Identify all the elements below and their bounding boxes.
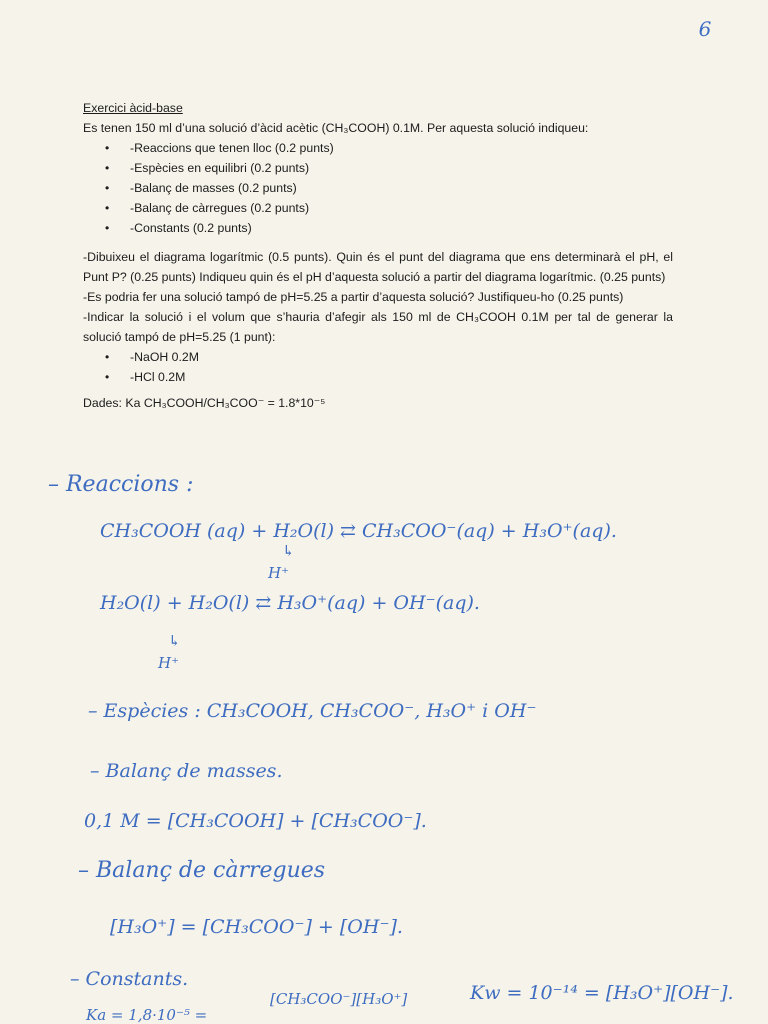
- handwritten-constants: – Constants.: [70, 968, 189, 990]
- handwritten-reaccions-heading: – Reaccions :: [48, 472, 194, 497]
- question-item: • -Espècies en equilibri (0.2 punts): [105, 158, 673, 178]
- given-data: Dades: Ka CH₃COOH/CH₃COO⁻ = 1.8*10⁻⁵: [83, 396, 326, 410]
- exercise-intro: Es tenen 150 ml d’una solució d’àcid acètic (CH₃COOH) 0.1M. Per aquesta solució indiqueu:: [83, 121, 589, 135]
- paragraph-buffer: -Es podria fer una solució tampó de pH=5.25 a partir d’aquesta solució? Justifiqueu-ho (0.25 punts): [83, 290, 624, 304]
- handwritten-ka-numerator: [CH₃COO⁻][H₃O⁺]: [270, 990, 408, 1008]
- question-item: • -Balanç de masses (0.2 punts): [105, 178, 673, 198]
- page-number: 6: [698, 17, 712, 41]
- handwritten-balanc-carregues: – Balanç de càrregues: [78, 858, 326, 883]
- handwritten-balanc-masses: – Balanç de masses.: [90, 760, 283, 782]
- handwritten-reaction-1: CH₃COOH (aq) + H₂O(l) ⇄ CH₃COO⁻(aq) + H₃O⁺(aq).: [100, 520, 617, 542]
- question-item: • -Constants (0.2 punts): [105, 218, 673, 238]
- question-item: • -Balanç de càrregues (0.2 punts): [105, 198, 673, 218]
- handwritten-hplus-1: H⁺: [268, 564, 289, 582]
- handwritten-arrow-2: ↳: [168, 632, 181, 650]
- question-list: [83, 138, 673, 238]
- handwritten-masses-equation: 0,1 M = [CH₃COOH] + [CH₃COO⁻].: [84, 810, 427, 832]
- option-list: [83, 347, 673, 387]
- paragraph-volume: -Indicar la solució i el volum que s’hauria d’afegir als 150 ml de CH₃COOH 0.1M per tal de generar la solució tampó de pH=5.25 (1 punt):: [83, 310, 673, 344]
- handwritten-ka-partial: Ka = 1,8·10⁻⁵ =: [86, 1006, 208, 1024]
- handwritten-hplus-2: H⁺: [158, 654, 179, 672]
- option-item: • -HCl 0.2M: [105, 367, 673, 387]
- exercise-title: Exercici àcid-base: [83, 101, 183, 115]
- question-item: • -Reaccions que tenen lloc (0.2 punts): [105, 138, 673, 158]
- printed-exercise: [83, 98, 673, 413]
- handwritten-kw-equation: Kw = 10⁻¹⁴ = [H₃O⁺][OH⁻].: [470, 982, 734, 1004]
- handwritten-carregues-equation: [H₃O⁺] = [CH₃COO⁻] + [OH⁻].: [110, 916, 403, 938]
- paragraph-diagram: -Dibuixeu el diagrama logarítmic (0.5 punts). Quin és el punt del diagrama que ens determinarà el pH, el Punt P? (0.25 punts) Indiqueu quin és el pH d’aquesta solució a partir del diagrama logarítmic. (0.25 punts): [83, 250, 673, 284]
- handwritten-arrow-1: ↳: [282, 542, 295, 560]
- handwritten-especies: – Espècies : CH₃COOH, CH₃COO⁻, H₃O⁺ i OH⁻: [88, 700, 537, 722]
- option-item: • -NaOH 0.2M: [105, 347, 673, 367]
- handwritten-reaction-2: H₂O(l) + H₂O(l) ⇄ H₃O⁺(aq) + OH⁻(aq).: [100, 592, 480, 614]
